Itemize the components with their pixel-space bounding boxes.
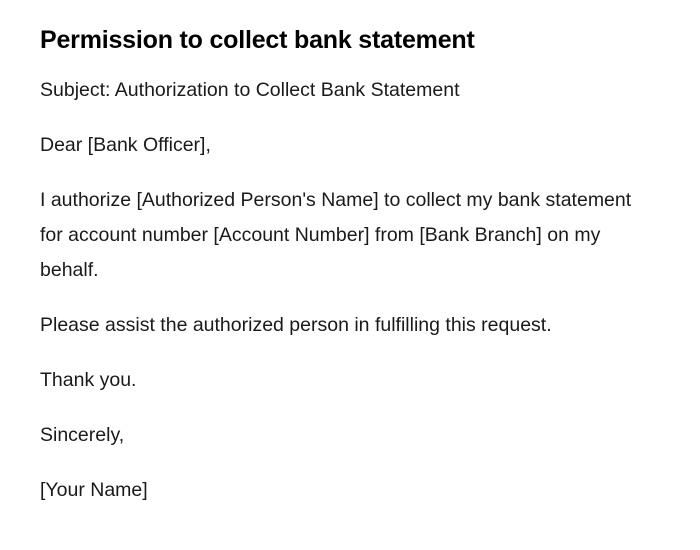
- request-line: Please assist the authorized person in fulfilling this request.: [40, 314, 552, 336]
- salutation: Dear [Bank Officer],: [40, 134, 211, 156]
- document-title: Permission to collect bank statement: [40, 26, 475, 54]
- signature-name: [Your Name]: [40, 479, 148, 501]
- subject-line: Subject: Authorization to Collect Bank Statement: [40, 79, 460, 101]
- body-paragraph: I authorize [Authorized Person's Name] to collect my bank statement for account number [Account Number] from [Bank Branch] on my behalf.: [40, 189, 632, 281]
- closing-line: Sincerely,: [40, 424, 125, 446]
- letter-document: [40, 24, 650, 528]
- thanks-line: Thank you.: [40, 369, 137, 391]
